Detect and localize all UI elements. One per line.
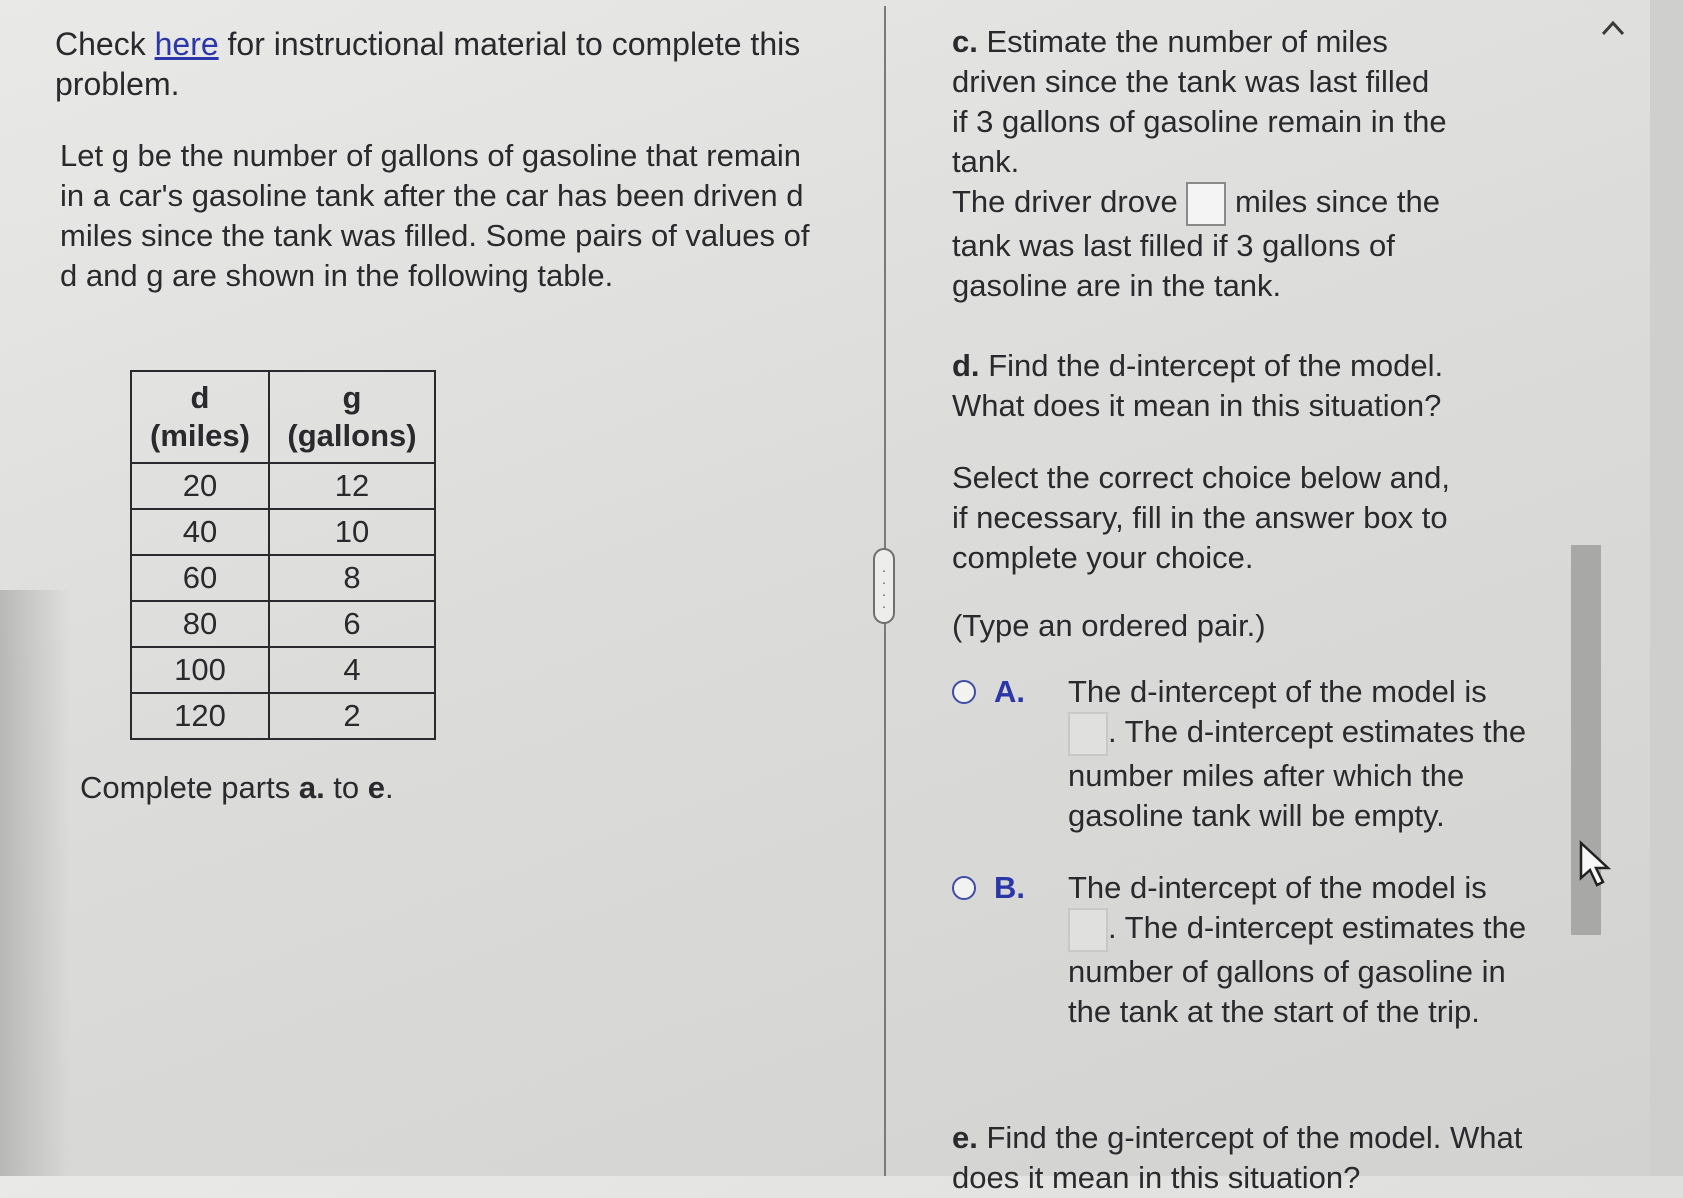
answer-c-suffix: miles since the tank was last filled if 3 gallons of gasoline are in the tank. (952, 184, 1440, 303)
cell-d: 120 (131, 693, 269, 739)
header-d (131, 371, 269, 463)
header-d-variable: d (190, 380, 210, 415)
cell-g: 10 (269, 509, 435, 555)
instructional-line (55, 24, 835, 104)
table-row (131, 463, 435, 509)
header-g (269, 371, 435, 463)
instructional-material-link[interactable]: here (154, 26, 219, 62)
choice-b-body (1068, 868, 1548, 1032)
cell-d: 60 (131, 555, 269, 601)
cell-g: 2 (269, 693, 435, 739)
choice-a-body (1068, 672, 1548, 836)
choice-b-line1: The d-intercept of the model is (1068, 870, 1487, 905)
values-table (130, 370, 436, 740)
part-c-text: Estimate the number of miles driven since the tank was last filled if 3 gallons of gasoline remain in the tank. (952, 24, 1447, 179)
choice-a-line1: The d-intercept of the model is (1068, 674, 1487, 709)
choice-b-answer-input[interactable] (1068, 908, 1108, 952)
choice-a[interactable] (952, 672, 1572, 852)
chevron-up-icon[interactable] (1600, 12, 1626, 44)
complete-suffix: . (385, 770, 394, 805)
intro-prefix: Check (55, 26, 155, 62)
intro-suffix: for instructional material to complete this problem. (55, 26, 801, 102)
choice-a-line2: . The d-intercept estimates the number miles after which the gasoline tank will be empty. (1068, 714, 1527, 833)
header-g-variable: g (342, 380, 362, 415)
cell-g: 8 (269, 555, 435, 601)
cell-g: 4 (269, 647, 435, 693)
complete-mid: to (324, 770, 368, 805)
complete-part-a: a. (298, 770, 325, 805)
part-c-question (952, 22, 1452, 182)
right-gutter (1650, 0, 1683, 1176)
miles-answer-input[interactable] (1186, 182, 1226, 226)
table-row (131, 647, 435, 693)
table-header-row (131, 371, 435, 463)
choice-b-letter: B. (994, 870, 1025, 905)
cell-g: 6 (269, 601, 435, 647)
table-row (131, 509, 435, 555)
cell-g: 12 (269, 463, 435, 509)
part-c-answer (952, 182, 1452, 306)
complete-part-e: e (367, 770, 386, 805)
mouse-pointer-icon (1578, 840, 1612, 893)
complete-prefix: Complete parts (80, 770, 299, 805)
problem-statement: Let g be the number of gallons of gasoline that remain in a car's gasoline tank after the car has been driven d miles since the tank was filled. Some pairs of values of d and g are shown in the following table. (60, 138, 810, 293)
select-instruction: Select the correct choice below and, if necessary, fill in the answer box to complete your choice. (952, 460, 1450, 575)
cell-d: 100 (131, 647, 269, 693)
table-row (131, 693, 435, 739)
choice-b[interactable] (952, 868, 1572, 1048)
cell-d: 80 (131, 601, 269, 647)
header-g-unit: (gallons) (287, 418, 417, 453)
choice-b-line2: . The d-intercept estimates the number of gallons of gasoline in the tank at the start of the trip. (1068, 910, 1527, 1029)
choice-a-radio[interactable] (952, 680, 976, 704)
part-e-label: e. (952, 1120, 978, 1155)
part-e-text: Find the g-intercept of the model. What does it mean in this situation? (952, 1120, 1523, 1195)
part-d-question (952, 346, 1472, 426)
table-row (131, 601, 435, 647)
answer-c-prefix: The driver drove (952, 184, 1178, 220)
choice-a-answer-input[interactable] (1068, 712, 1108, 756)
table-row (131, 555, 435, 601)
cell-d: 40 (131, 509, 269, 555)
cell-d: 20 (131, 463, 269, 509)
questions-pane (892, 0, 1592, 1195)
choice-a-letter: A. (994, 674, 1025, 709)
type-hint: (Type an ordered pair.) (952, 608, 1266, 643)
drag-handle-icon[interactable]: · · · · (873, 548, 895, 624)
choice-b-radio[interactable] (952, 876, 976, 900)
complete-parts-text (80, 770, 394, 806)
header-d-unit: (miles) (150, 418, 250, 453)
part-e-question (952, 1118, 1552, 1195)
part-d-label: d. (952, 348, 980, 383)
part-d-text: Find the d-intercept of the model. What does it mean in this situation? (952, 348, 1444, 423)
part-c-label: c. (952, 24, 978, 59)
